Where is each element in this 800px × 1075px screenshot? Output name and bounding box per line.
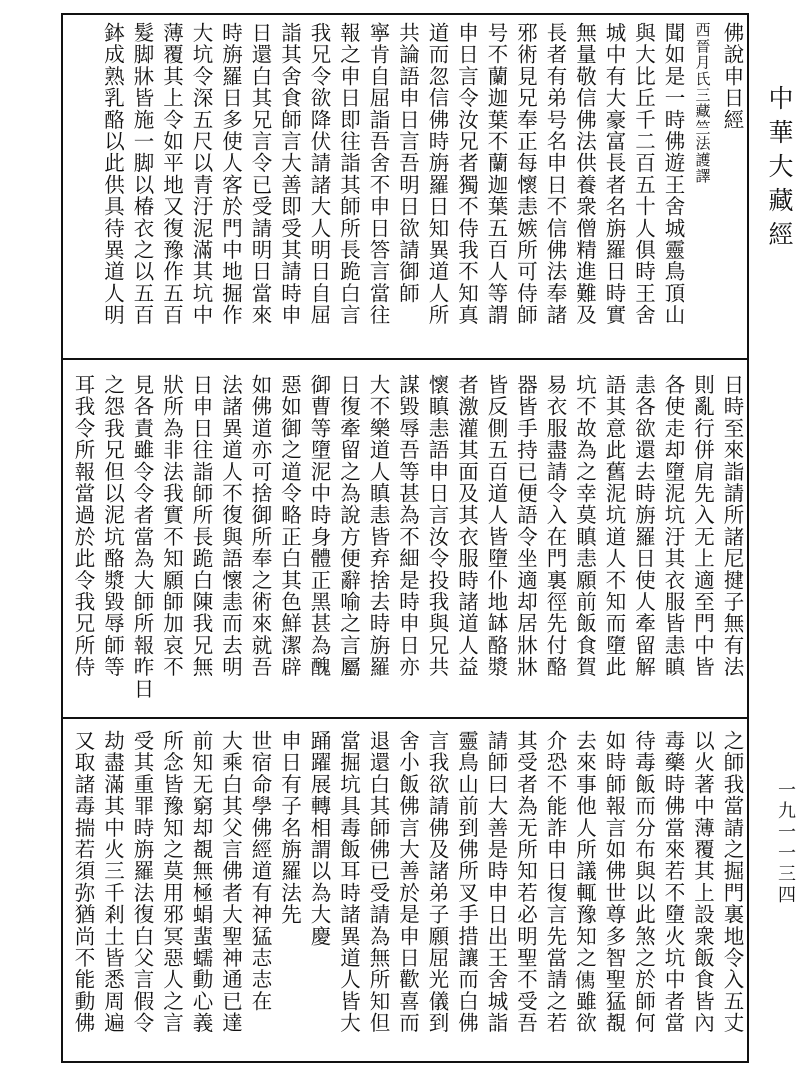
text-column: 長者有弟号名申日不信佛法奉諸 [543,22,567,326]
text-column: 則亂行併肩先入无上適至門中皆 [690,374,715,678]
text-column: 寧肯自屈詣吾舍不申日答言當往 [366,22,390,326]
text-column: 去來事他人所議輒豫知之𠍶雖欲 [572,730,597,1034]
text-column: 之師我當請之掘門裏地令入五丈 [720,730,744,1034]
panel-divider-2 [61,717,749,719]
text-column: 無量敬信佛法供養衆僧精進難及 [572,22,597,326]
text-column: 易衣服盡請令入在門裏徑先付酪 [543,374,567,678]
text-column: 退還白其師佛已受請為無所知但 [366,730,390,1034]
text-column: 報之申日即往詣其師所長跪白言 [336,22,361,326]
text-panel-middle [66,374,746,712]
text-column: 申日言令汝兄者獨不侍我不知真 [454,22,479,326]
text-column: 詣其舍食師言大善即受其請時申 [277,22,302,326]
text-column: 以火著中薄覆其上設衆飯食皆內 [690,730,715,1034]
text-column: 坑不故為之幸莫瞋恚願前飯食賀 [572,374,597,678]
text-column: 懷瞋恚語申日言汝令投我與兄共 [425,374,449,678]
text-column: 與大比丘千二百五十人俱時王舍 [631,22,656,326]
text-column: 器皆手持已便語令坐適却居牀牀 [513,374,538,678]
panel-divider-1 [61,358,749,360]
text-column: 毒藥時佛當來若不墮火坑中者當 [661,730,685,1034]
text-column: 世宿命學佛經道有神猛志志在 [248,730,272,1013]
text-column: 鉢成熟乳酪以此供具待異道人明 [100,22,125,326]
text-column: 介恐不能詐申日復言先當請之若 [543,730,567,1034]
text-column: 狀所為非法我實不知願師加哀不 [159,374,184,678]
text-column: 語其意此舊泥坑道人不知而墮此 [602,374,626,678]
text-column: 言我欲請佛及諸弟子願屈光儀到 [425,730,449,1034]
text-column: 之怨我兄但以泥坑酪漿毀辱師等 [100,374,125,678]
text-column: 又取諸毒揣若須弥猶尚不能動佛 [71,730,95,1034]
text-column: 佛說申日經 [720,22,744,131]
collection-title: 中華大藏經 [765,85,794,255]
text-column: 皆反側五百道人皆墮仆地缽酪漿 [484,374,508,678]
text-column: 其受者為无所知若必明聖不受吾 [513,730,538,1034]
text-column: 所念皆豫知之莫用邪冥惡人之言 [159,730,184,1034]
text-column: 當掘坑具毒飯耳時諸異道人皆大 [336,730,361,1034]
text-column: 各使走却墮泥坑汙其衣服皆恚瞋 [661,374,685,678]
text-column: 舍小飯佛言大善於是申日歡喜而 [395,730,420,1034]
text-column: 邪術見兄奉正每懷恚嫉所可侍師 [513,22,538,326]
text-column: 踊躍展轉相謂以為大慶 [307,730,331,947]
text-panel-bottom [66,730,746,1060]
text-column: 耳我令所報當過於此令我兄所侍 [71,374,95,678]
text-column: 謀毀辱吾等甚為不細是時申日亦 [395,374,420,678]
text-column: 号不蘭迦葉不蘭迦葉五百人等謂 [484,22,508,326]
text-panel-top [66,22,746,356]
text-column: 者激灌其面及其衣服時諸道人益 [454,374,479,678]
text-column: 聞如是一時佛遊王舍城靈鳥頂山 [661,22,685,326]
page-number: 一九一一三四 [775,780,796,906]
text-column: 大不樂道人瞋恚皆弃捨去時旃羅 [366,374,390,678]
text-column: 日復牽留之為說方便辭喻之言屬 [336,374,361,678]
text-column: 見各責雖令令者當為大師所報昨日 [130,374,154,700]
text-column: 時旃羅日多使人客於門中地掘作 [218,22,243,326]
text-column: 劫盡滿其中火三千剎土皆悉周遍 [100,730,125,1034]
text-column: 如時師報言如佛世尊多智聖猛覩 [602,730,626,1034]
text-column: 如佛道亦可捨御所奉之術來就吾 [248,374,272,678]
text-column: 靈鳥山前到佛所叉手措讓而白佛 [454,730,479,1034]
text-column: 共論語申日言吾明日欲請御師 [395,22,420,305]
text-column: 我兄令欲降伏請諸大人明日自屈 [307,22,331,326]
text-column: 惡如御之道令略正白其色鮮潔辟 [277,374,302,678]
text-column: 前知无窮却覩無極蜎蜚蠕動心義 [189,730,213,1034]
text-column: 恚各欲還去時旃羅日使人牽留解 [631,374,656,678]
text-column: 道而忽信佛時旃羅日知異道人所 [425,22,449,326]
text-column: 待毒飯而分布與以此煞之於師何 [631,730,656,1034]
text-column: 西晉月氏三藏竺法護譯 [693,22,712,184]
text-column: 大乘白其父言佛者大聖神通已達 [218,730,243,1034]
text-column: 法諸異道人不復與語懷恚而去明 [218,374,243,678]
text-column: 大坑令深五尺以青汙泥滿其坑中 [189,22,213,326]
text-column: 日時至來詣請所諸尼揵子無有法 [720,374,744,678]
text-column: 城中有大豪富長者名旃羅日時實 [602,22,626,326]
text-column: 髮脚牀皆施一脚以椿衣之以五百 [130,22,154,326]
text-column: 御曹等墮泥中時身體正黑甚為醜 [307,374,331,678]
text-column: 薄覆其上令如平地又復豫作五百 [159,22,184,326]
text-column: 受其重罪時旃羅法復白父言假令 [130,730,154,1034]
text-column: 申日有子名旃羅法先 [277,730,302,926]
text-column: 日還白其兄言令已受請明日當來 [248,22,272,326]
text-column: 請師曰大善是時申日出王舍城詣 [484,730,508,1034]
text-column: 日申日往詣師所長跪白陳我兄無 [189,374,213,678]
